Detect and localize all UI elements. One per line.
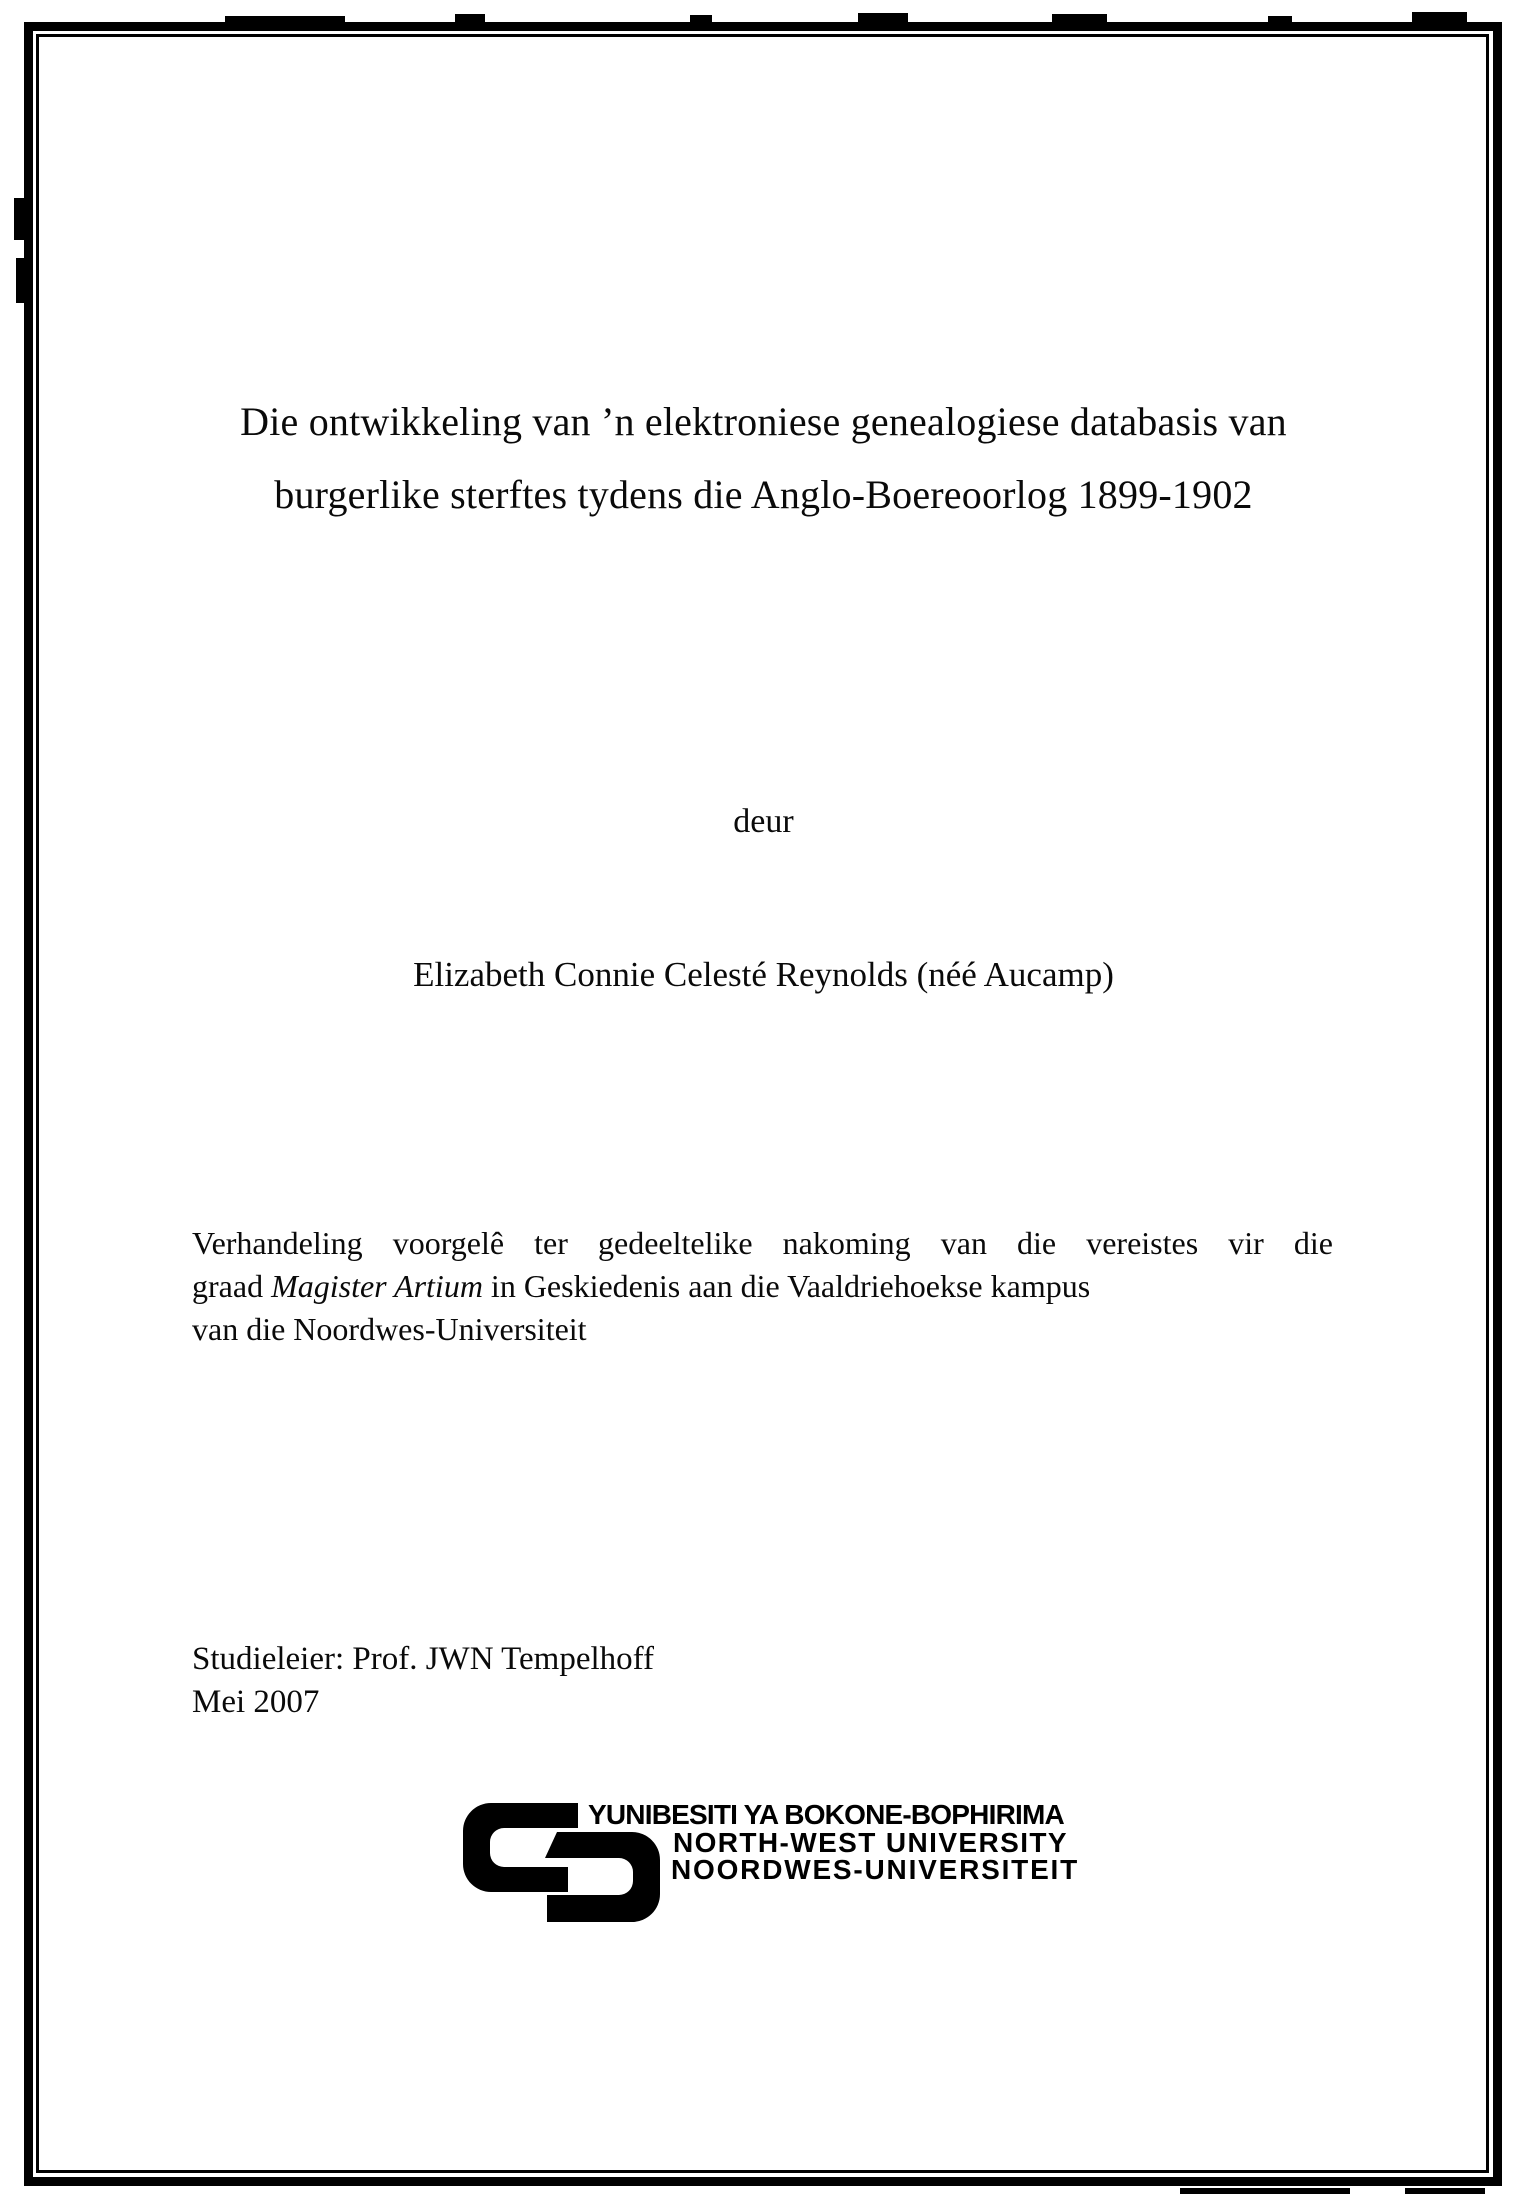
logo-text-afrikaans: NOORDWES-UNIVERSITEIT <box>671 1854 1080 1885</box>
statement-line-2 <box>192 1265 1333 1308</box>
title-line-1: Die ontwikkeling van ’n elektroniese genealogiese databasis van <box>240 399 1287 444</box>
thesis-title <box>0 385 1527 531</box>
supervisor-line: Studieleier: Prof. JWN Tempelhoff <box>192 1641 655 1677</box>
scan-artifact <box>1412 12 1467 22</box>
statement-line-2-post: in Geskiedenis aan die Vaaldriehoekse kampus <box>482 1268 1091 1304</box>
scan-artifact <box>1405 2188 1485 2194</box>
statement-line-2-pre: graad <box>192 1268 272 1304</box>
byline-label: deur <box>733 803 794 840</box>
degree-name-italic: Magister Artium <box>271 1268 483 1304</box>
statement-line-3: van die Noordwes-Universiteit <box>192 1311 587 1347</box>
logo-text-setswana: YUNIBESITI YA BOKONE-BOPHIRIMA <box>588 1799 1064 1830</box>
statement-line-1: Verhandeling voorgelê ter gedeeltelike nakoming van die vereistes vir die <box>192 1225 1333 1261</box>
author-name: Elizabeth Connie Celesté Reynolds (néé Aucamp) <box>413 955 1114 994</box>
thesis-statement <box>192 1222 1333 1351</box>
logo-text-english: NORTH-WEST UNIVERSITY <box>673 1827 1068 1858</box>
scan-artifact <box>1180 2188 1350 2194</box>
date-line: Mei 2007 <box>192 1684 320 1720</box>
title-line-2: burgerlike sterftes tydens die Anglo-Boereoorlog 1899-1902 <box>274 472 1253 517</box>
supervisor-block <box>192 1638 654 1724</box>
